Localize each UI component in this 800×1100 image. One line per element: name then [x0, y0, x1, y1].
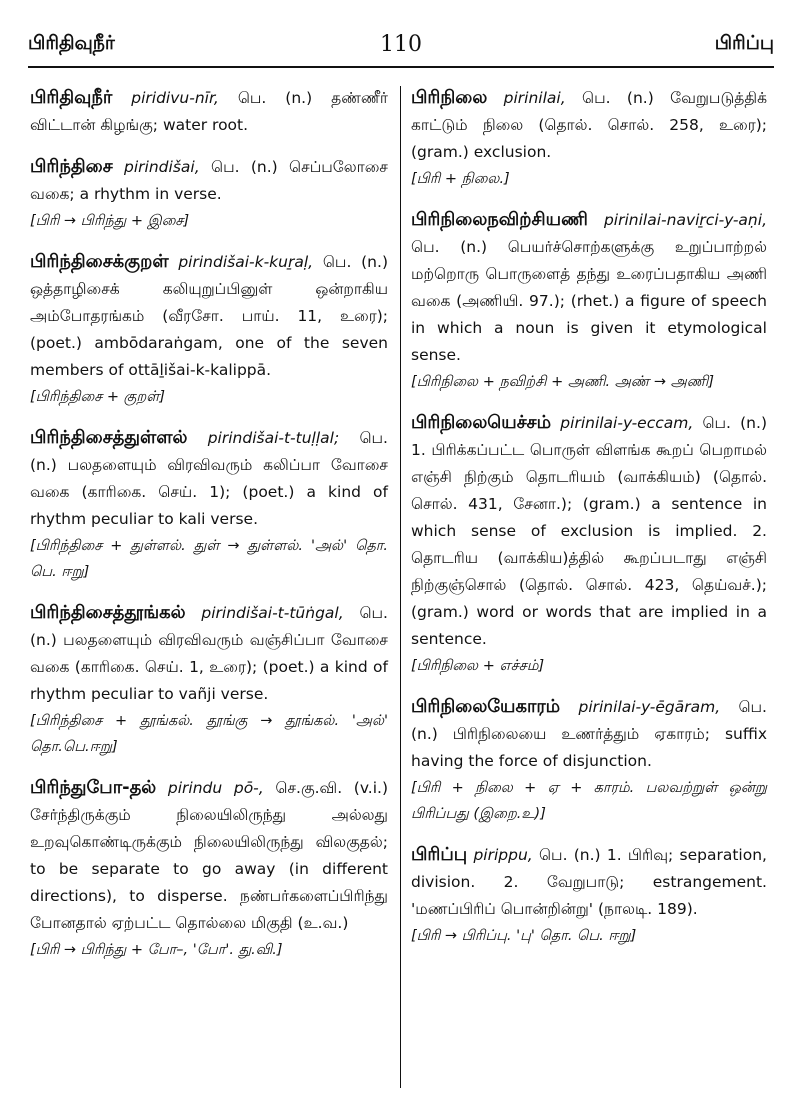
etymology: [பிரிந்திசை + தூங்கல். தூங்கு → தூங்கல். 'அல்' தொ.பெ.ஈறு] [30, 713, 388, 755]
etymology: [பிரிநிலை + எச்சம்] [411, 658, 545, 674]
definition: பெ. (n.) 1. பிரிவு; separation, division. 2. வேறுபாடு; estrangement. 'மணப்பிரிப் பொன்றின்று' (நாலடி. 189). [411, 846, 767, 918]
transliteration: pirinilai-y-ēgāram, [578, 698, 721, 716]
dictionary-entry [30, 84, 388, 139]
dictionary-entry [30, 248, 388, 410]
right-column [411, 84, 767, 963]
header-rule [28, 66, 774, 68]
headword: பிரிநிலைநவிற்சியணி [411, 209, 588, 230]
definition: பெ. (n.) பிரிநிலையை உணர்த்தும் ஏகாரம்; suffix having the force of disjunction. [411, 698, 767, 770]
etymology: [பிரி → பிரிந்து + இசை] [30, 213, 190, 229]
definition: செ.கு.வி. (v.i.) சேர்ந்திருக்கும் நிலையிலிருந்து அல்லது உறவுகொண்டிருக்கும் நிலையிலிருந்து விலகுதல்; to be separate to go away (in different directions), to disperse. நண்பர்களைப்பிரிந்து போனதால் ஏற்பட்ட தொல்லை மிகுதி (உ.வ.) [30, 779, 388, 932]
transliteration: pirinilai-y-eccam, [560, 414, 694, 432]
headword: பிரிந்துபோ-தல் [30, 777, 157, 798]
page-header [28, 18, 774, 68]
page-number: 110 [380, 32, 422, 57]
definition: பெ. (n.) வேறுபடுத்திக் காட்டும் நிலை (தொல். சொல். 258, உரை); (gram.) exclusion. [411, 89, 767, 161]
column-divider [400, 86, 401, 1088]
definition: பெ. (n.) பெயர்ச்சொற்களுக்கு உறுப்பாற்றல் மற்றொரு பொருளைத் தந்து உரைப்பதாகிய அணி வகை (அணியி. 97.); (rhet.) a figure of speech in which a noun is given it etymological sense. [411, 238, 767, 364]
headword: பிரிந்திசை [30, 156, 113, 177]
transliteration: pirindišai-t-tūṅgal, [201, 604, 344, 622]
etymology: [பிரி → பிரிப்பு. 'பு' தொ. பெ. ஈறு] [411, 928, 637, 944]
definition: பெ. (n.) ஒத்தாழிசைக் கலியுறுப்பினுள் ஒன்றாகிய அம்போதரங்கம் (வீரசோ. பாய். 11, உரை); (poet.) ambōdaraṅgam, one of the seven members of ottāḻišai-k-kalippā. [30, 253, 388, 379]
left-column [30, 84, 388, 977]
dictionary-entry [411, 206, 767, 395]
dictionary-entry [411, 693, 767, 827]
etymology: [பிரி → பிரிந்து + போ–, 'போ'. து.வி.] [30, 942, 283, 958]
etymology: [பிரி + நிலை.] [411, 171, 510, 187]
definition: பெ. (n.) பலதளையும் விரவிவரும் கலிப்பா வோசை வகை (காரிகை. செய். 1); (poet.) a kind of rhythm peculiar to kali verse. [30, 429, 388, 528]
headword: பிரிதிவுநீர் [30, 87, 113, 108]
etymology: [பிரிநிலை + நவிற்சி + அணி. அண் → அணி] [411, 374, 715, 390]
headword: பிரிந்திசைத்தூங்கல் [30, 602, 186, 623]
headword: பிரிநிலையெச்சம் [411, 412, 552, 433]
right-guide-word: பிரிப்பு [714, 32, 774, 54]
transliteration: pirinilai-naviṟci-y-aṇi, [603, 211, 767, 229]
definition: பெ. (n.) பலதளையும் விரவிவரும் வஞ்சிப்பா வோசை வகை (காரிகை. செய். 1, உரை); (poet.) a kind of rhythm peculiar to vañji verse. [30, 604, 388, 703]
definition: பெ. (n.) 1. பிரிக்கப்பட்ட பொருள் விளங்க கூறப் பெறாமல் எஞ்சி நிற்கும் தொடரியம் (வாக்கியம்) (தொல். சொல். 431, சேனா.); (gram.) a sentence in which sense of exclusion is implied. 2. தொடரிய (வாக்கிய)த்தில் கூறப்படாது எஞ்சி நிற்குஞ்சொல் (தொல். சொல். 423, தெய்வச்.); (gram.) word or words that are implied in a sentence. [411, 414, 767, 648]
dictionary-entry [30, 774, 388, 963]
transliteration: pirippu, [473, 846, 533, 864]
transliteration: piridivu-nīr, [131, 89, 219, 107]
headword: பிரிந்திசைக்குறள் [30, 251, 169, 272]
etymology: [பிரிந்திசை + துள்ளல். துள் → துள்ளல். 'அல்' தொ. பெ. ஈறு] [30, 538, 388, 580]
etymology: [பிரி + நிலை + ஏ + காரம். பலவற்றுள் ஒன்று பிரிப்பது (இறை.உ)] [411, 780, 767, 822]
dictionary-entry [30, 424, 388, 585]
dictionary-entry [411, 409, 767, 679]
left-guide-word: பிரிதிவுநீர் [28, 32, 115, 54]
definition: பெ. (n.) தண்ணீர் விட்டான் கிழங்கு; water root. [30, 89, 388, 134]
dictionary-entry [411, 84, 767, 192]
etymology: [பிரிந்திசை + குறள்] [30, 389, 166, 405]
transliteration: pirindišai-t-tuḷḷal; [207, 429, 340, 447]
transliteration: pirindišai-k-kuṟaḷ, [178, 253, 314, 271]
transliteration: pirinilai, [503, 89, 566, 107]
transliteration: pirindu pō-, [167, 779, 264, 797]
definition: பெ. (n.) செப்பலோசை வகை; a rhythm in verse. [30, 158, 388, 203]
headword: பிரிநிலையேகாரம் [411, 696, 561, 717]
dictionary-entry [30, 153, 388, 234]
dictionary-entry [411, 841, 767, 949]
dictionary-entry [30, 599, 388, 760]
headword: பிரிந்திசைத்துள்ளல் [30, 427, 188, 448]
headword: பிரிப்பு [411, 844, 468, 865]
headword: பிரிநிலை [411, 87, 488, 108]
transliteration: pirindišai, [124, 158, 200, 176]
